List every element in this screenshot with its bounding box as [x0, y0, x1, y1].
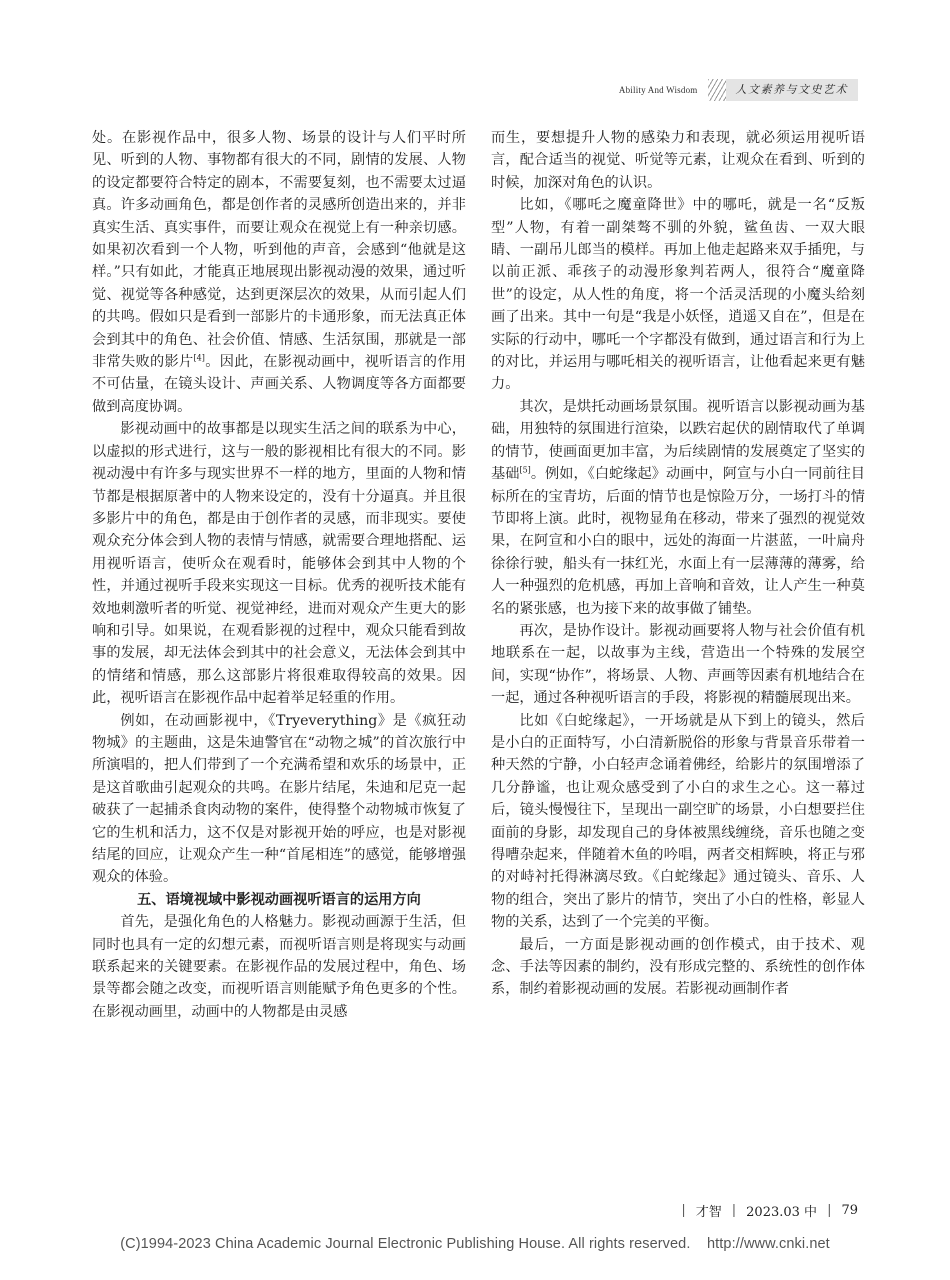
right-paragraph-6: 最后，一方面是影视动画的创作模式，由于技术、观念、手法等因素的制约，没有形成完整的、系统性的创作体系，制约着影视动画的发展。若影视动画制作者: [491, 936, 865, 998]
page-number: 79: [841, 1203, 858, 1218]
left-paragraph-1: 处。在影视作品中，很多人物、场景的设计与人们平时所见、听到的人物、事物都有很大的不同，剧情的发展、人物的设定都要符合特定的剧本，不需要复刻，也不需要太过逼真。许多动画角色，都是创作者的灵感所创造出来的，并非真实生活、真实事件，而要让观众在视觉上有一种亲切感。如果初次看到一个人物，听到他的声音，会感到“他就是这样。”只有如此，才能真正地展现出影视动漫的效果，通过听觉、视觉等各种感觉，达到更深层次的效果，从而引起人们的共鸣。假如只是看到一部影片的卡通形象，而无法真正体会到其中的角色、社会价值、情感、生活氛围，那就是一部非常失败的影片[4]。因此，在影视动画中，视听语言的作用不可估量，在镜头设计、声画关系、人物调度等各方面都要做到高度协调。: [92, 130, 466, 415]
section-heading: 五、语境视域中影视动画视听语言的运用方向: [137, 891, 421, 908]
right-paragraph-1: 而生，要想提升人物的感染力和表现，就必须运用视听语言，配合适当的视觉、听觉等元素，让观众在看到、听到的时候，加深对角色的认识。: [491, 130, 865, 191]
left-paragraph-3: 例如，在动画影视中，《Tryeverything》是《疯狂动物城》的主题曲，这是朱迪警官在“动物之城”的首次旅行中所演唱的，把人们带到了一个充满希望和欢乐的场景中，正是这首歌曲引起观众的共鸣。在影片结尾，朱迪和尼克一起破获了一起捕杀食肉动物的案件，使得整个动物城市恢复了它的生机和活力，这不仅是对影视开始的呼应，也是对影视结尾的回应，让观众产生一种“首尾相连”的感觉，能够增强观众的体验。: [92, 712, 466, 886]
left-paragraph-4: 首先，是强化角色的人格魅力。影视动画源于生活，但同时也具有一定的幻想元素，而视听语言则是将现实与动画联系起来的关键要素。在影视作品的发展过程中，角色、场景等都会随之改变，而视听语言则能赋予角色更多的个性。在影视动画里，动画中的人物都是由灵感: [92, 914, 466, 1020]
left-paragraph-2: 影视动画中的故事都是以现实生活之间的联系为中心，以虚拟的形式进行，这与一般的影视相比有很大的不同。影视动漫中有许多与现实世界不一样的地方，里面的人物和情节都是根据原著中的人物来设定的，没有十分逼真。并且很多影片中的角色，都是由于创作者的灵感，而非现实。要使观众充分体会到人物的表情与情感，就需要合理地搭配、运用视听语言，使听众在观看时，能够体会到其中人物的个性，并通过视听手段来实现这一目标。优秀的视听技术能有效地刺激听者的听觉、视觉神经，进而对观众产生更大的影响和引导。如果说，在观看影视的过程中，观众只能看到故事的发展，却无法体会到其中的社会意义，无法体会到其中的情绪和情感，那么这部影片将很难取得较高的效果。因此，视听语言在影视作品中起着举足轻重的作用。: [92, 421, 466, 707]
left-column: [92, 127, 466, 1023]
footer-issue: 2023.03 中: [746, 1205, 818, 1220]
right-paragraph-2: 比如，《哪吒之魔童降世》中的哪吒，就是一名“反叛型”人物，有着一副桀骜不驯的外貌，鲨鱼齿、一双大眼睛、一副吊儿郎当的模样。再加上他走起路来双手插兜，与以前正派、乖孩子的动漫形象判若两人，很符合“魔童降世”的设定，从人性的角度，将一个活灵活现的小魔头给刻画了出来。其中一句是“我是小妖怪，逍遥又自在”，但是在实际的行动中，哪吒一个字都没有做到，通过语言和行为上的对比，并运用与哪吒相关的视听语言，让他看起来更有魅力。: [491, 197, 865, 393]
footer-separator: |: [731, 1203, 737, 1218]
running-header: [619, 79, 858, 101]
footer-journal: 才智: [695, 1205, 722, 1220]
right-paragraph-5: 比如《白蛇缘起》，一开场就是从下到上的镜头，然后是小白的正面特写，小白清新脱俗的形象与背景音乐带着一种天然的宁静，小白轻声念诵着佛经，给影片的氛围增添了几分静谧，也让观众感受到了小白的求生之心。这一幕过后，镜头慢慢往下，呈现出一副空旷的场景，小白想要拦住面前的身影，却发现自己的身体被黑线缠绕，音乐也随之变得嘈杂起来，伴随着木鱼的吟唱，两者交相辉映，将正与邪的对峙衬托得淋漓尽致。《白蛇缘起》通过镜头、音乐、人物的组合，突出了影片的情节，突出了小白的性格，彰显人物的关系，达到了一个完美的平衡。: [491, 712, 865, 931]
header-chinese: 人文素养与文史艺术: [726, 79, 859, 101]
citation-4: [4]: [193, 353, 205, 363]
right-paragraph-4: 再次，是协作设计。影视动画要将人物与社会价值有机地联系在一起，以故事为主线，营造出一个特殊的发展空间，实现“协作”，将场景、人物、声画等因素有机地结合在一起，通过各种视听语言的手段，将影视的精髓展现出来。: [491, 622, 865, 707]
footer-separator: |: [681, 1203, 686, 1218]
right-paragraph-3: 其次，是烘托动画场景氛围。视听语言以影视动画为基础，用独特的氛围进行渲染，以跌宕起伏的剧情取代了单调的情节，使画面更加丰富，为后续剧情的发展奠定了坚实的基础[5]。例如，《白蛇缘起》动画中，阿宣与小白一同前往目标所在的宝青坊，后面的情节也是惊险万分，一场打斗的情节即将上演。此时，视物显角在移动，带来了强烈的视觉效果，在阿宣和小白的眼中，远处的海面一片湛蓝，一叶扁舟徐徐行驶，船头有一抹红光，水面上有一层薄薄的薄雾，给人一种强烈的危机感，再加上音响和音效，让人产生一种莫名的紧张感，也为接下来的故事做了铺垫。: [491, 398, 865, 617]
right-column: [491, 127, 865, 1001]
header-english: Ability And Wisdom: [618, 85, 698, 95]
header-divider: [708, 79, 726, 101]
footer-separator: |: [827, 1203, 832, 1218]
citation-5: [5]: [519, 465, 531, 475]
page-footer: [681, 1201, 858, 1220]
copyright-notice: (C)1994-2023 China Academic Journal Electronic Publishing House. All rights reserved. http://www.cnki.net: [120, 1236, 830, 1252]
